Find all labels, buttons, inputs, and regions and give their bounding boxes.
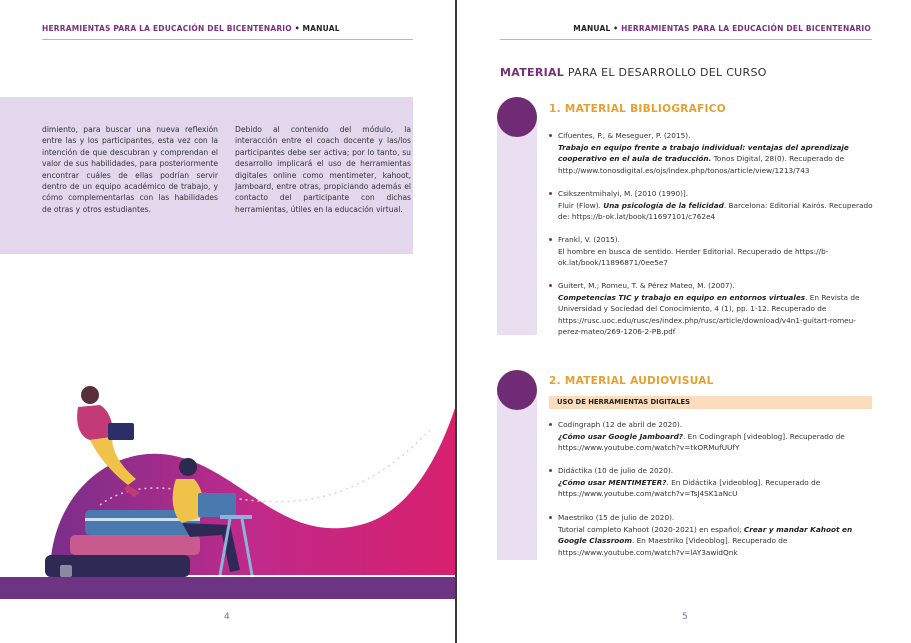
header-separator: • — [291, 24, 303, 33]
header-separator: • — [610, 24, 622, 33]
biblio-ref-4: Guitert, M.; Romeu, T. & Pérez Mateo, M. (2007). Competencias TIC y trabajo en equipo en entornos virtuales. En Revista de Universidad y Sociedad del Conocimiento, 4 (1), pp. 1-12. Recuperado de https://rusc.uoc.edu/rusc/es/index.php/rusc/article/download/v4n1-guitart-romeu-perez-mateo/269-1206-2-PB.pdf — [558, 280, 878, 338]
woman-head — [81, 386, 99, 404]
biblio-heading: 1. MATERIAL BIBLIOGRAFICO — [549, 103, 726, 115]
biblio-circle-marker — [497, 97, 537, 137]
bullet-icon — [549, 423, 552, 426]
bullet-icon — [549, 238, 552, 241]
header-title: HERRAMIENTAS PARA LA EDUCACIÓN DEL BICENTENARIO — [621, 24, 871, 33]
bullet-icon — [549, 516, 552, 519]
section-title-accent: MATERIAL — [500, 66, 565, 79]
laptop-2 — [198, 493, 236, 517]
right-page — [457, 0, 911, 643]
header-title: HERRAMIENTAS PARA LA EDUCACIÓN DEL BICENTENARIO — [42, 24, 292, 33]
header-section: MANUAL — [573, 24, 611, 33]
students-illustration — [30, 375, 456, 585]
bullet-icon — [549, 284, 552, 287]
footer-bar — [0, 577, 456, 599]
left-running-header — [42, 24, 340, 33]
page-number: 5 — [682, 612, 688, 622]
audio-circle-marker — [497, 370, 537, 410]
header-rule — [42, 39, 413, 40]
laptop-1 — [108, 423, 134, 440]
body-column-1: dimiento, para buscar una nueva reflexión entre las y los participantes, esta vez con la intención de que descubran y comprendan el valor de sus habilidades, para posteriormente encontrar cuáles de ellas podrían servir dentro de un equipo académico de trabajo, y cómo complementarlas con las habilidades de otras y otros estudiantes. — [42, 125, 218, 214]
biblio-side-strip — [497, 115, 537, 335]
bullet-icon — [549, 192, 552, 195]
tools-tag-bar — [549, 396, 872, 409]
audio-ref-1: Codingraph (12 de abril de 2020). ¿Cómo usar Google Jamboard?. En Codingraph [videoblog]. Recuperado de https://www.youtube.com/watch?v=tkORMufUUfY — [558, 419, 878, 454]
bullet-icon — [549, 134, 552, 137]
page-number: 4 — [224, 612, 230, 622]
audio-ref-3: Maestriko (15 de julio de 2020). Tutorial completo Kahoot (2020-2021) en español; Crear y mandar Kahoot en Google Classroom. En Maestriko [Videoblog]. Recuperado de https://www.youtube.com/watch?v=lAY3awidQnk — [558, 512, 878, 558]
body-column-2: Debido al contenido del módulo, la interacción entre el coach docente y las/los participantes debe ser activa; por lo tanto, su desarrollo implicará el uso de herramientas digitales online como mentimeter, kahoot, Jamboard, entre otras, propiciando además el contacto del participante con dichas herramientas, útiles en la educación virtual. — [235, 125, 411, 214]
book-2 — [70, 535, 200, 555]
section-title — [500, 66, 767, 79]
header-rule — [500, 39, 872, 40]
biblio-ref-3: Frankl, V. (2015). El hombre en busca de sentido. Herder Editorial. Recuperado de https://b-ok.lat/book/11896871/0ee5e7 — [558, 234, 878, 269]
tools-tag-label: USO DE HERRAMIENTAS DIGITALES — [557, 398, 691, 406]
man-head — [179, 458, 197, 476]
biblio-ref-2: Csikszentmihalyi, M. [2010 (1990)]. Fluir (Flow). Una psicología de la felicidad. Barcelona: Editorial Kairós. Recuperado de: https://b-ok.lat/book/11697101/c762e4 — [558, 188, 878, 223]
audio-side-strip — [497, 388, 537, 560]
bullet-icon — [549, 469, 552, 472]
biblio-ref-1: Cifuentes, P., & Meseguer, P. (2015). Trabajo en equipo frente a trabajo individual: ventajas del aprendizaje cooperativo en el aula de traducción. Tonos Digital, 28(0). Recuperado de http://www.tonosdigital.es/ojs/index.php/tonos/article/view/1213/743 — [558, 130, 878, 176]
section-title-rest: PARA EL DESARROLLO DEL CURSO — [564, 66, 767, 79]
right-running-header — [573, 24, 871, 33]
audio-ref-2: Didáctika (10 de julio de 2020). ¿Cómo usar MENTIMETER?. En Didáctika [videoblog]. Recuperado de https://www.youtube.com/watch?v=TsJ4SK1aNcU — [558, 465, 878, 500]
audio-heading: 2. MATERIAL AUDIOVISUAL — [549, 375, 714, 387]
header-section: MANUAL — [302, 24, 340, 33]
